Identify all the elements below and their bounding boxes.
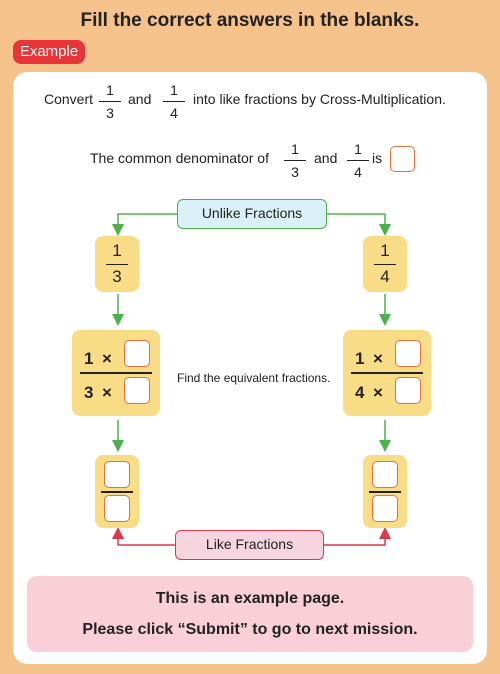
left-result-denominator-input[interactable] xyxy=(104,495,130,522)
arrow-unlike-left xyxy=(118,214,177,230)
left-numerator-multiplier-input[interactable] xyxy=(124,340,150,367)
common-denominator-text: The common denominator of xyxy=(90,150,269,166)
right-unlike-fraction-box xyxy=(363,236,407,292)
question-fraction-one-third: 1 3 xyxy=(99,81,121,122)
question-fraction-one-fourth: 1 4 xyxy=(163,81,185,122)
arrow-like-right xyxy=(324,533,385,545)
right-denominator: 4 xyxy=(380,267,390,286)
right-multiplication-box: 1 × 4 × xyxy=(343,330,431,416)
example-badge: Example xyxy=(13,40,85,64)
right-result-denominator-input[interactable] xyxy=(372,495,398,522)
question-rest-text: into like fractions by Cross-Multiplication. xyxy=(193,91,446,107)
arrow-unlike-right xyxy=(327,214,385,230)
info-line-2: Please click “Submit” to go to next mission. xyxy=(82,621,418,638)
unlike-fractions-label: Unlike Fractions xyxy=(177,199,327,229)
diagram-arrows xyxy=(13,72,487,572)
left-multiplication-box: 1 × 3 × xyxy=(72,330,160,416)
is-text: is xyxy=(372,150,383,166)
left-result-box xyxy=(95,455,139,528)
left-numerator: 1 xyxy=(112,241,122,260)
info-panel xyxy=(27,576,473,652)
common-fraction-one-fourth: 1 4 xyxy=(347,140,369,181)
times-icon: × xyxy=(102,349,112,368)
times-icon: × xyxy=(373,383,383,402)
right-numerator-multiplier-input[interactable] xyxy=(395,340,421,367)
arrow-like-left xyxy=(118,533,175,545)
times-icon: × xyxy=(102,383,112,402)
right-numerator: 1 xyxy=(380,241,390,260)
like-fractions-label: Like Fractions xyxy=(175,530,324,560)
right-denominator-multiplier-input[interactable] xyxy=(395,377,421,404)
left-result-numerator-input[interactable] xyxy=(104,461,130,488)
page-title: Fill the correct answers in the blanks. xyxy=(80,10,420,31)
convert-text: Convert xyxy=(44,91,94,107)
right-result-numerator-input[interactable] xyxy=(372,461,398,488)
question-card xyxy=(13,72,487,664)
and-text: and xyxy=(128,91,152,107)
right-result-box xyxy=(363,455,407,528)
hint-text: Find the equivalent fractions. xyxy=(177,371,331,385)
left-denominator-multiplier-input[interactable] xyxy=(124,377,150,404)
info-line-1: This is an example page. xyxy=(155,590,345,607)
common-fraction-one-third: 1 3 xyxy=(284,140,306,181)
left-unlike-fraction-box xyxy=(95,236,139,292)
left-denominator: 3 xyxy=(112,267,122,286)
times-icon: × xyxy=(373,349,383,368)
common-and-text: and xyxy=(314,150,338,166)
